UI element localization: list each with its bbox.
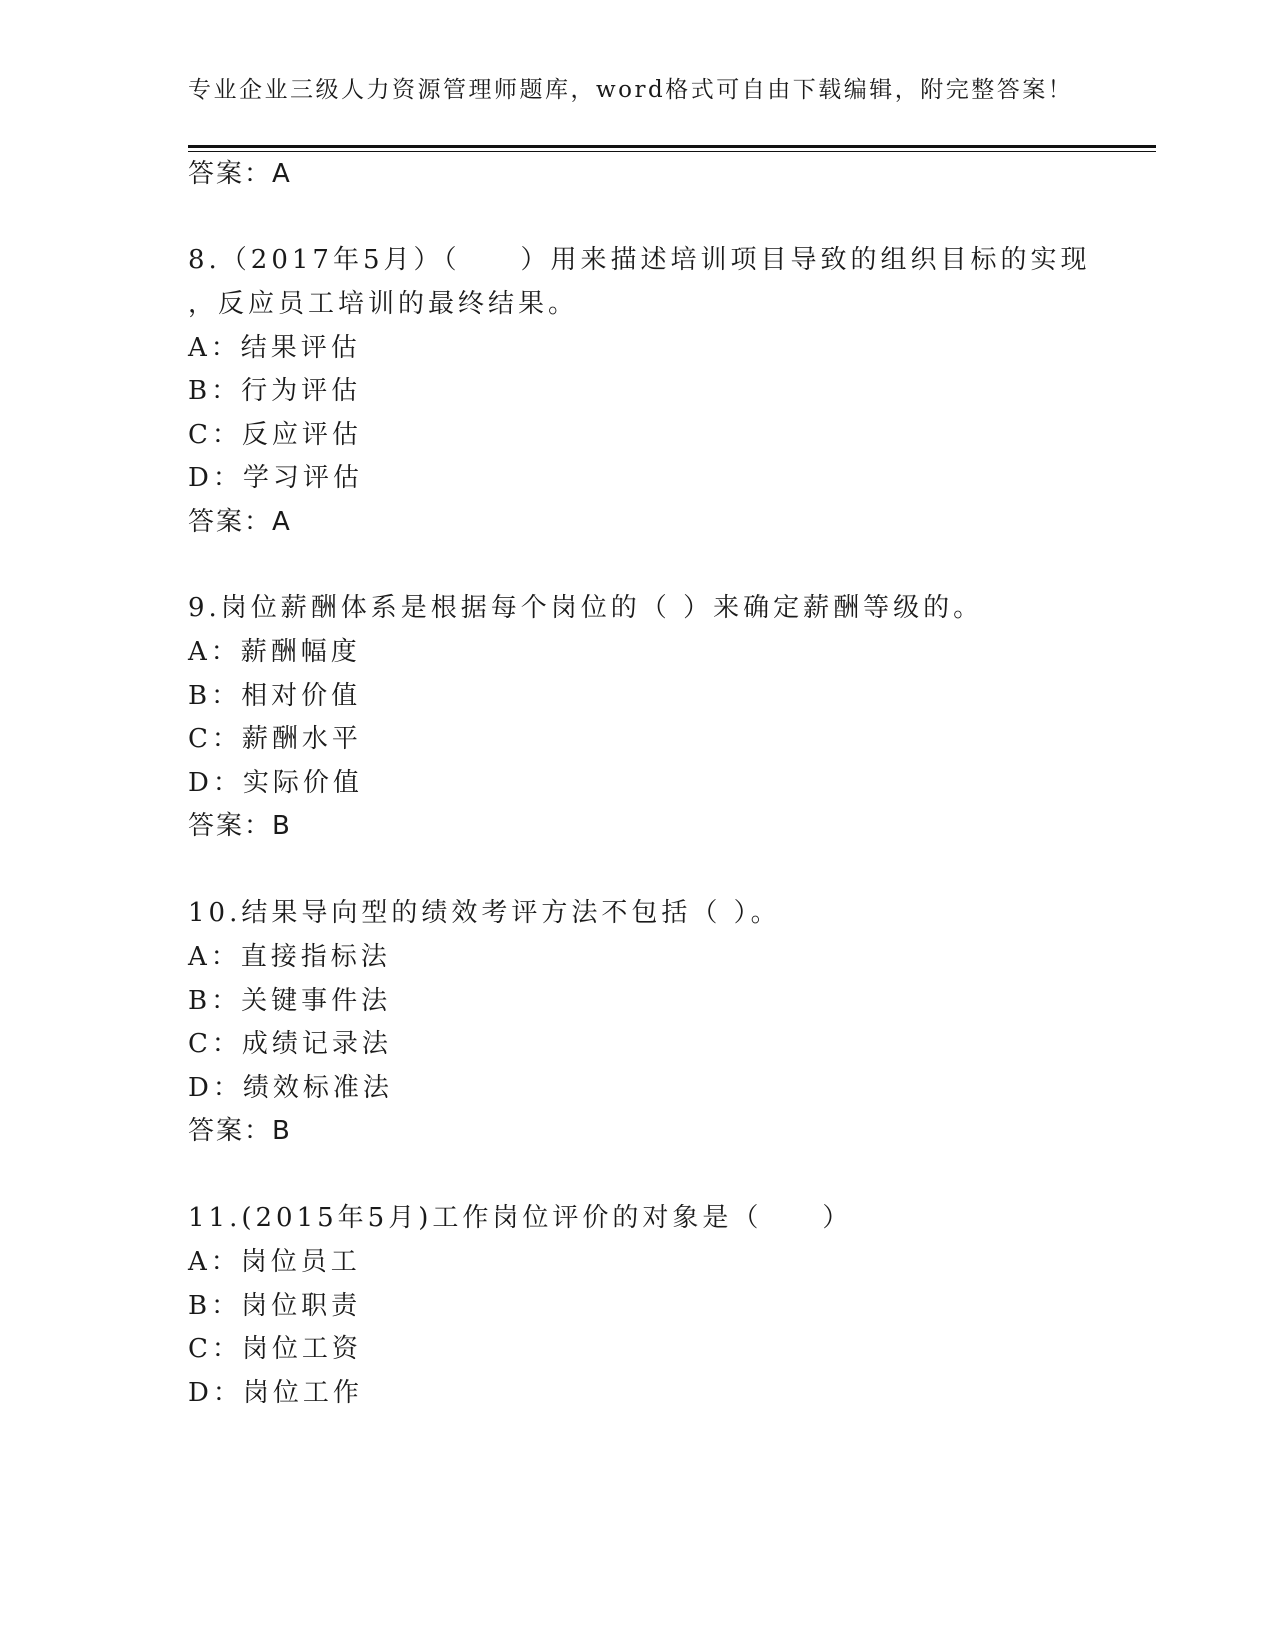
question-11-option-c: C：岗位工资: [188, 1334, 362, 1364]
question-8-option-c: C：反应评估: [188, 420, 362, 450]
question-9-option-a: A：薪酬幅度: [188, 637, 361, 667]
question-8-option-d: D：学习评估: [188, 463, 363, 493]
question-11-option-a: A：岗位员工: [188, 1247, 361, 1277]
question-10-option-a: A：直接指标法: [188, 942, 391, 972]
question-10-answer: 答案：B: [188, 1116, 292, 1146]
question-11-option-d: D：岗位工作: [188, 1378, 363, 1408]
question-9-option-d: D：实际价值: [188, 768, 363, 798]
question-11-line-1: 11.(2015年5月)工作岗位评价的对象是（ ）: [188, 1203, 853, 1233]
question-11-option-b: B：岗位职责: [188, 1291, 362, 1321]
page-header: 专业企业三级人力资源管理师题库，word格式可自由下载编辑，附完整答案！: [188, 77, 1074, 103]
question-9-option-b: B：相对价值: [188, 681, 362, 711]
header-divider-thin: [188, 151, 1156, 152]
question-10-option-b: B：关键事件法: [188, 986, 392, 1016]
question-10-option-d: D：绩效标准法: [188, 1073, 393, 1103]
question-8-line-2: ，反应员工培训的最终结果。: [188, 289, 579, 319]
question-10-line-1: 10.结果导向型的绩效考评方法不包括（ ）。: [188, 898, 781, 928]
question-9-answer: 答案：B: [188, 811, 292, 841]
question-10-option-c: C：成绩记录法: [188, 1029, 392, 1059]
question-8-answer: 答案：A: [188, 507, 292, 537]
question-8-line-1: 8.（2017年5月）（ ）用来描述培训项目导致的组织目标的实现: [188, 245, 1091, 275]
question-8-option-a: A：结果评估: [188, 333, 361, 363]
header-divider-thick: [188, 145, 1156, 148]
question-9-option-c: C：薪酬水平: [188, 724, 362, 754]
question-8-option-b: B：行为评估: [188, 376, 362, 406]
question-9-line-1: 9.岗位薪酬体系是根据每个岗位的（ ）来确定薪酬等级的。: [188, 593, 984, 623]
answer-prev: 答案：A: [188, 159, 292, 189]
